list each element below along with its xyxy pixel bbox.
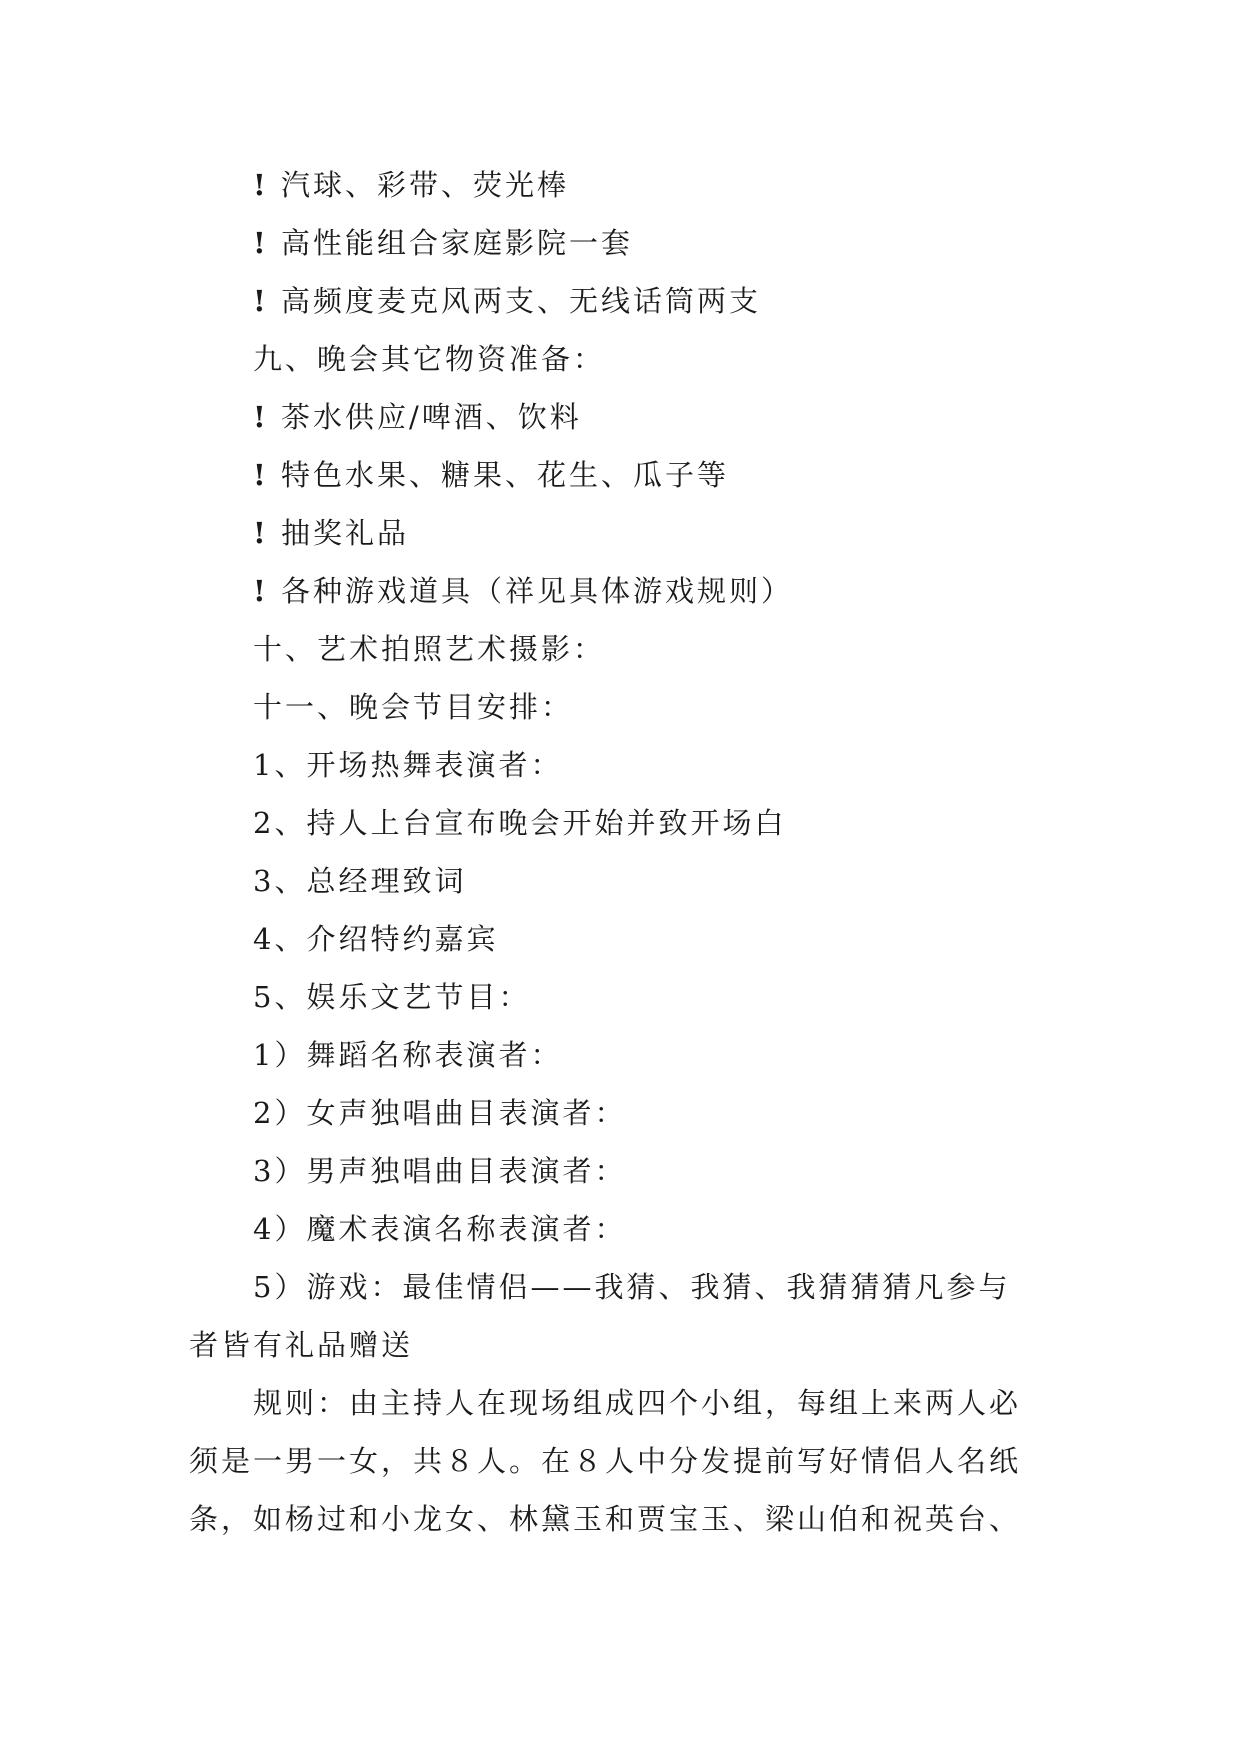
sub-program-item	[189, 1200, 1059, 1258]
section-heading	[189, 620, 1059, 678]
list-item	[189, 272, 1059, 330]
bullet-mark: !	[253, 226, 269, 260]
bullet-mark: !	[253, 400, 269, 434]
bullet-mark: !	[253, 168, 269, 202]
sub-program-item	[189, 1084, 1059, 1142]
rules-paragraph-line: 须是一男一女，共８人。在８人中分发提前写好情侣人名纸	[189, 1444, 1022, 1478]
program-item-text: 2、持人上台宣布晚会开始并致开场白	[253, 806, 787, 840]
list-item	[189, 562, 1059, 620]
rules-paragraph	[189, 1374, 1059, 1548]
list-item	[189, 504, 1059, 562]
list-item-text: 抽奖礼品	[281, 516, 410, 550]
sub-program-item	[189, 1142, 1059, 1200]
sub-program-item-text: 1）舞蹈名称表演者：	[253, 1038, 563, 1072]
game-paragraph-line: 者皆有礼品赠送	[189, 1328, 414, 1362]
section-heading	[189, 330, 1059, 388]
list-item	[189, 214, 1059, 272]
program-item	[189, 794, 1059, 852]
document-body	[189, 156, 1059, 1548]
program-item	[189, 852, 1059, 910]
sub-program-item-text: 4）魔术表演名称表演者：	[253, 1212, 627, 1246]
program-item-text: 3、总经理致词	[253, 864, 467, 898]
bullet-mark: !	[253, 574, 269, 608]
game-paragraph	[189, 1258, 1059, 1374]
section-heading-text: 十、艺术拍照艺术摄影：	[253, 632, 606, 666]
list-item-text: 高频度麦克风两支、无线话筒两支	[281, 284, 762, 318]
list-item	[189, 446, 1059, 504]
bullet-mark: !	[253, 516, 269, 550]
program-item	[189, 910, 1059, 968]
program-item	[189, 968, 1059, 1026]
section-heading-text: 十一、晚会节目安排：	[253, 690, 574, 724]
section-heading-text: 九、晚会其它物资准备：	[253, 342, 606, 376]
game-paragraph-line: 5）游戏：最佳情侣——我猜、我猜、我猜猜猜凡参与	[253, 1270, 1011, 1304]
list-item	[189, 156, 1059, 214]
list-item-text: 汽球、彩带、荧光棒	[281, 168, 570, 202]
sub-program-item-text: 3）男声独唱曲目表演者：	[253, 1154, 627, 1188]
bullet-mark: !	[253, 458, 269, 492]
rules-paragraph-line: 规则：由主持人在现场组成四个小组，每组上来两人必	[253, 1386, 1022, 1420]
program-item-text: 1、开场热舞表演者：	[253, 748, 563, 782]
list-item	[189, 388, 1059, 446]
list-item-text: 高性能组合家庭影院一套	[281, 226, 634, 260]
section-heading	[189, 678, 1059, 736]
program-item-text: 5、娱乐文艺节目：	[253, 980, 531, 1014]
program-item	[189, 736, 1059, 794]
sub-program-item-text: 2）女声独唱曲目表演者：	[253, 1096, 627, 1130]
program-item-text: 4、介绍特约嘉宾	[253, 922, 499, 956]
list-item-text: 特色水果、糖果、花生、瓜子等	[281, 458, 730, 492]
bullet-mark: !	[253, 284, 269, 318]
list-item-text: 茶水供应/啤酒、饮料	[281, 400, 582, 434]
rules-paragraph-line: 条，如杨过和小龙女、林黛玉和贾宝玉、梁山伯和祝英台、	[189, 1502, 1022, 1536]
sub-program-item	[189, 1026, 1059, 1084]
list-item-text: 各种游戏道具（祥见具体游戏规则）	[281, 574, 794, 608]
